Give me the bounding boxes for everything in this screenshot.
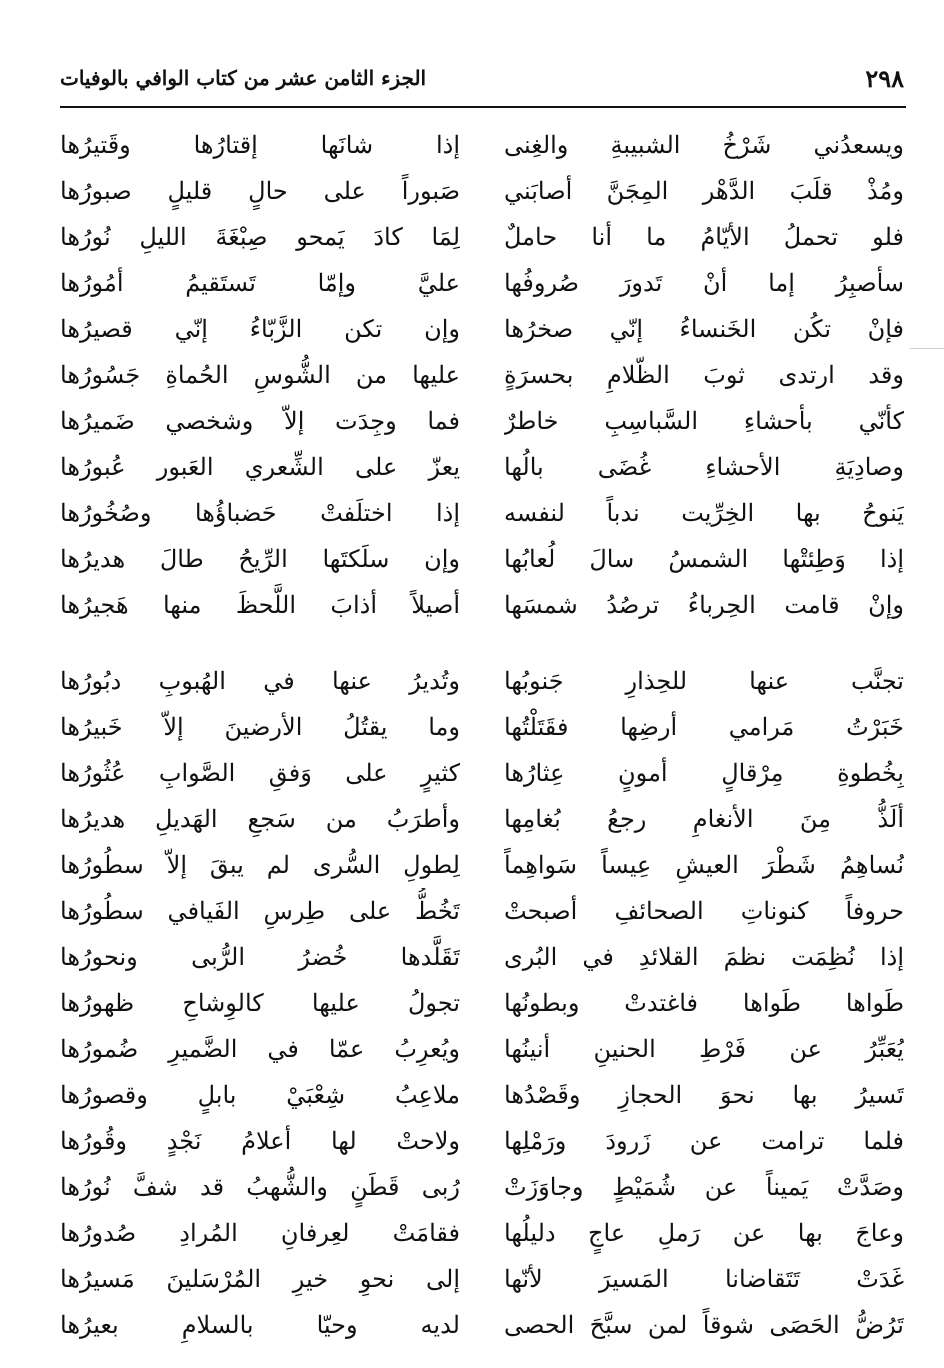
first-hemistich: خَبَرْتُ مَرامي أرضِها فقَتَلْتُها bbox=[504, 713, 904, 741]
first-hemistich: تَسيرُ بها نحوَ الحجازِ وقَصْدُها bbox=[504, 1081, 904, 1109]
verse-line bbox=[60, 352, 904, 398]
verse-line bbox=[60, 490, 904, 536]
second-hemistich: لِمَا كادَ يَمحو صِبْغَةَ الليلِ نُورُها bbox=[60, 223, 460, 251]
second-hemistich: تَقَلَّدها خُضرُ الرُّبى ونحورُها bbox=[60, 943, 460, 971]
first-hemistich: وصادِيَةِ الأحشاءِ غُضَى بالُها bbox=[504, 453, 904, 481]
first-hemistich: كأنّي بأحشاءِ السَّباسِبِ خاطرٌ bbox=[504, 407, 904, 435]
first-hemistich: حروفاً كنوناتِ الصحائفِ أصبحتْ bbox=[504, 897, 904, 925]
first-hemistich: تجنَّب عنها للحِذارِ جَنوبُها bbox=[504, 667, 904, 695]
verse-line bbox=[60, 888, 904, 934]
second-hemistich: ملاعِبُ شِعْبَيْ بابلٍ وقصورُها bbox=[60, 1081, 460, 1109]
second-hemistich: إذا شانَها إقتارُها وقَتيرُها bbox=[60, 131, 460, 159]
first-hemistich: ويسعدُني شَرْخُ الشبيبةِ والغِنى bbox=[504, 131, 904, 159]
second-hemistich: تجولُ عليها كالوِشاحِ ظهورُها bbox=[60, 989, 460, 1017]
verse-line bbox=[60, 536, 904, 582]
second-hemistich: وإن تكن الزَّبّاءُ إنّي قصيرُها bbox=[60, 315, 460, 343]
first-hemistich: وإنْ قامت الحِرباءُ ترصُدُ شمسَها bbox=[504, 591, 904, 619]
second-hemistich: ولاحتْ لها أعلامُ نَجْدٍ وقُورُها bbox=[60, 1127, 460, 1155]
first-hemistich: بِخُطوةِ مِرْقالٍ أمونٍ عِثارُها bbox=[504, 759, 904, 787]
page-number: ٢٩٨ bbox=[865, 63, 904, 93]
verse-line bbox=[60, 1210, 904, 1256]
second-hemistich: تَخُطُّ على طِرسِ الفَيافي سطُورُها bbox=[60, 897, 460, 925]
second-hemistich: فما وجِدَت إلاّ وشخصي ضَميرُها bbox=[60, 407, 460, 435]
verse-line bbox=[60, 980, 904, 1026]
first-hemistich: يَنوحُ بها الخِرِّيت ندباً لنفسه bbox=[504, 499, 904, 527]
first-hemistich: ومُذْ قلَبَ الدَّهْر المِجَنَّ أصابَني bbox=[504, 177, 904, 205]
second-hemistich: أصيلاً أذابَ اللَّحظَ منها هَجيرُها bbox=[60, 591, 460, 619]
verse-line bbox=[60, 750, 904, 796]
verse-line bbox=[60, 1072, 904, 1118]
verse-line bbox=[60, 796, 904, 842]
second-hemistich: عليها من الشُّوسِ الحُماةِ جَسُورُها bbox=[60, 361, 460, 389]
first-hemistich: إذا وَطِئتْها الشمسُ سالَ لُعابُها bbox=[504, 545, 904, 573]
second-hemistich: إذا اختلَفتْ حَضباؤُها وصُخُورُها bbox=[60, 499, 460, 527]
verse-line bbox=[60, 260, 904, 306]
first-hemistich: فإنْ تكُن الخَنساءُ إنّي صخرُها bbox=[504, 315, 904, 343]
verse-line bbox=[60, 704, 904, 750]
second-hemistich: فقامَتْ لعِرفانِ المُرادِ صُدورُها bbox=[60, 1219, 460, 1247]
second-hemistich: كثيرٍ على وَفقِ الصَّوابِ عُثُورُها bbox=[60, 759, 460, 787]
verse-line bbox=[60, 1164, 904, 1210]
running-title: الجزء الثامن عشر من كتاب الوافي بالوفيات bbox=[60, 66, 427, 90]
header-divider bbox=[60, 106, 906, 108]
second-hemistich: وأطرَبُ من سَجعِ الهَديلِ هديرُها bbox=[60, 805, 460, 833]
verse-block bbox=[60, 122, 904, 628]
first-hemistich: تَرُضُّ الحَصَى شوقاً لمن سبَّحَ الحصى bbox=[504, 1311, 904, 1339]
second-hemistich: صَبوراً على حالٍ قليلٍ صبورُها bbox=[60, 177, 460, 205]
first-hemistich: وصَدَّتْ يَميناً عن شُمَيْطٍ وجاوَزَتْ bbox=[504, 1173, 904, 1201]
first-hemistich: فلو تحملُ الأيّامُ ما أنا حاملٌ bbox=[504, 223, 904, 251]
second-hemistich: لِطولِ السُّرى لم يبقَ إلاّ سطُورُها bbox=[60, 851, 460, 879]
first-hemistich: نُساهِمُ شَطْرَ العيشِ عِيساً سَواهِماً bbox=[504, 851, 904, 879]
verse-line bbox=[60, 842, 904, 888]
verse-line bbox=[60, 582, 904, 628]
verse-line bbox=[60, 658, 904, 704]
verse-line bbox=[60, 1118, 904, 1164]
verse-line bbox=[60, 122, 904, 168]
verse-line bbox=[60, 934, 904, 980]
first-hemistich: يُعَبِّرُ عن فَرْطِ الحنينِ أنينُها bbox=[504, 1035, 904, 1063]
second-hemistich: عليَّ وإمّا تَستَقيمُ أمُورُها bbox=[60, 269, 460, 297]
second-hemistich: ويُعرِبُ عمّا في الضَّميرِ ضُمورُها bbox=[60, 1035, 460, 1063]
verse-line bbox=[60, 1026, 904, 1072]
verse-line bbox=[60, 1302, 904, 1348]
first-hemistich: غَدَتْ تَتَقاضانا المَسيرَ لأنّها bbox=[504, 1265, 904, 1293]
verse-line bbox=[60, 1256, 904, 1302]
verse-line bbox=[60, 306, 904, 352]
second-hemistich: إلى نحوِ خيرِ المُرْسَلينَ مَسيرُها bbox=[60, 1265, 460, 1293]
verse-line bbox=[60, 444, 904, 490]
second-hemistich: يعزّ على الشِّعري العَبور عُبورُها bbox=[60, 453, 460, 481]
first-hemistich: طَواها طَواها فاغتدتْ وبطونُها bbox=[504, 989, 904, 1017]
second-hemistich: لديه وحيّا بالسلامِ بعيرُها bbox=[60, 1311, 460, 1339]
verse-line bbox=[60, 168, 904, 214]
first-hemistich: سأصبِرُ إما أنْ تَدورَ صُروفُها bbox=[504, 269, 904, 297]
first-hemistich: فلما ترامت عن زَرودَ ورَمْلِها bbox=[504, 1127, 904, 1155]
verse-line bbox=[60, 214, 904, 260]
page-header bbox=[60, 58, 904, 98]
first-hemistich: ألَذُّ مِنَ الأنغامِ رجعُ بُغامِها bbox=[504, 805, 904, 833]
first-hemistich: وعاجَ بها عن رَملِ عاجٍ دليلُها bbox=[504, 1219, 904, 1247]
second-hemistich: رُبى قَطَنٍ والشُّهبُ قد شفَّ نُورُها bbox=[60, 1173, 460, 1201]
verse-line bbox=[60, 398, 904, 444]
first-hemistich: إذا نُظِمَت نظمَ القلائدِ في البُرى bbox=[504, 943, 904, 971]
first-hemistich: وقد ارتدى ثوبَ الظّلامِ بحسرَةٍ bbox=[504, 361, 904, 389]
verse-block bbox=[60, 658, 904, 1348]
margin-mark bbox=[910, 348, 944, 349]
second-hemistich: وتُديرُ عنها في الهُبوبِ دبُورُها bbox=[60, 667, 460, 695]
second-hemistich: وما يقتُلُ الأرضينَ إلاّ خَبيرُها bbox=[60, 713, 460, 741]
second-hemistich: وإن سلَكتَها الرِّيحُ طالَ هديرُها bbox=[60, 545, 460, 573]
